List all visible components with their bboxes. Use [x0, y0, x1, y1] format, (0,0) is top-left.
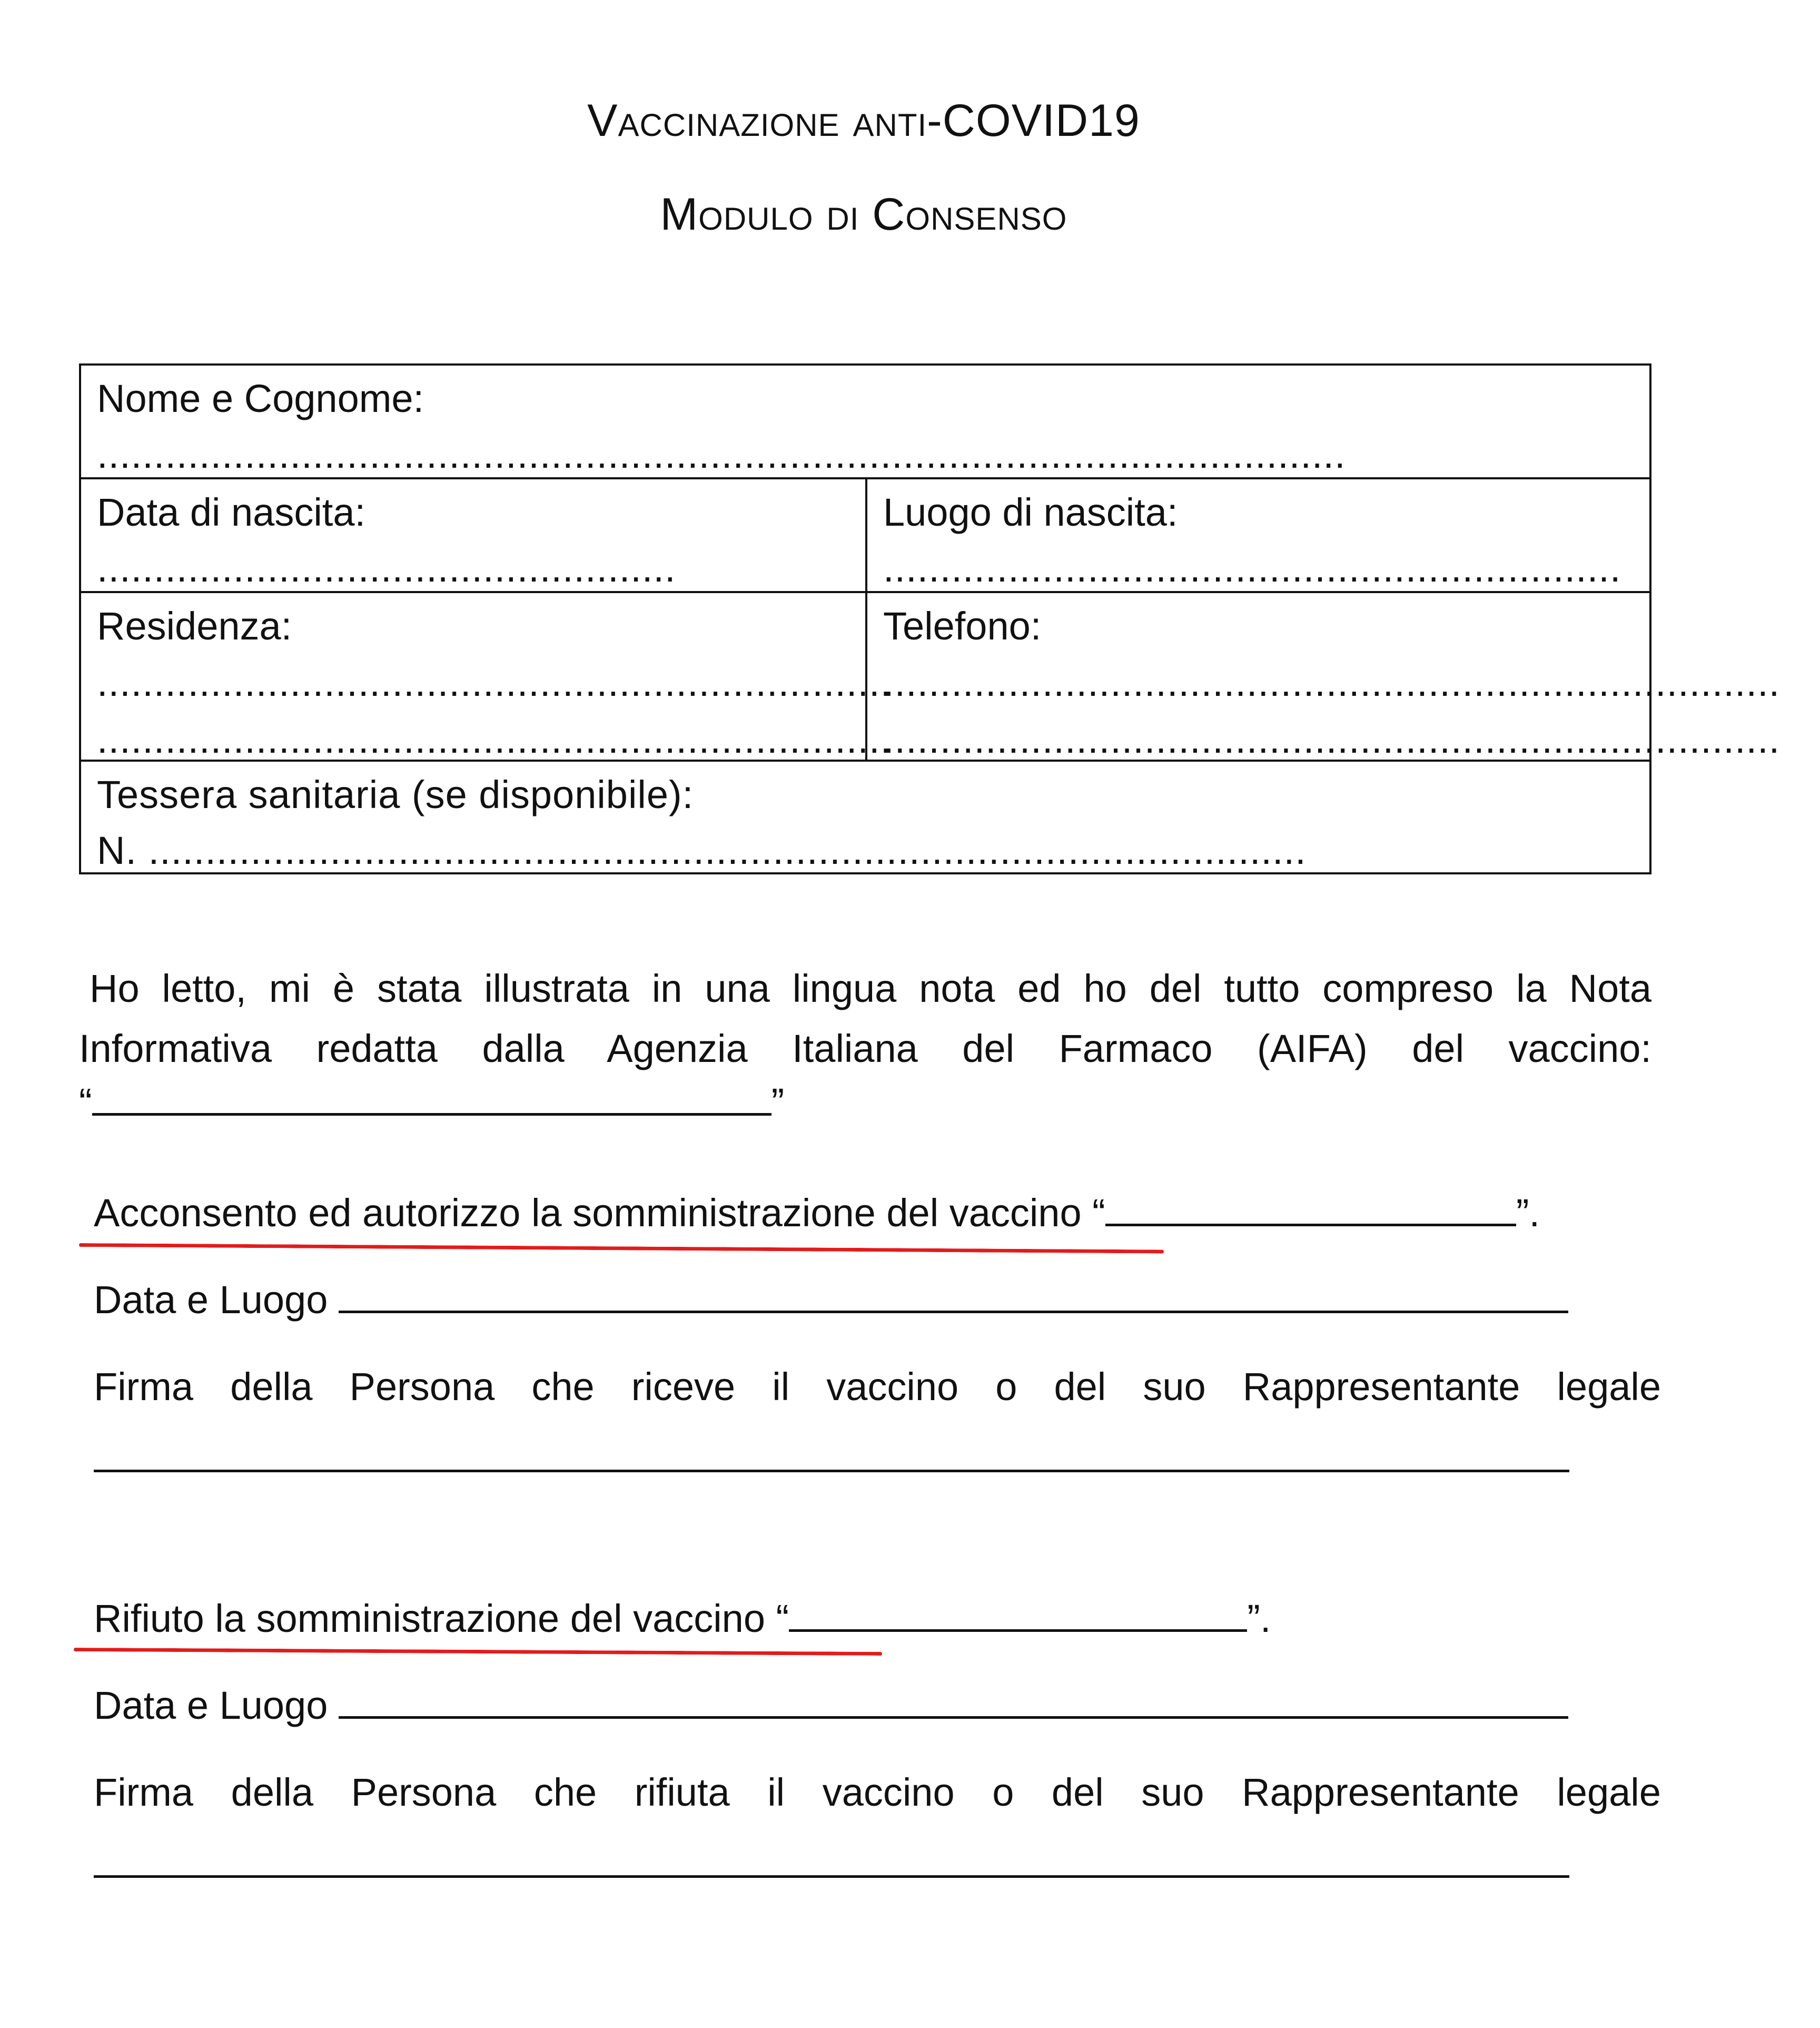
consent-text: Acconsento ed autorizzo la somministrazione del vaccino “: [94, 1191, 1105, 1235]
telefono-dots-line-1: ...............................................................................: [883, 661, 1781, 704]
luogo-nascita-label: Luogo di nascita:: [883, 490, 1178, 534]
data-nascita-label: Data di nascita:: [97, 490, 366, 534]
refusal-word: Firma: [94, 1770, 194, 1814]
refusal-vaccine-blank: [789, 1598, 1247, 1632]
title-suffix: COVID19: [942, 95, 1140, 146]
tessera-prefix: N.: [97, 829, 137, 872]
telefono-label: Telefono:: [883, 604, 1042, 648]
consent-vaccine-blank: [1105, 1192, 1516, 1226]
consent-word: Firma: [94, 1365, 194, 1409]
refusal-word: rifiuta: [634, 1770, 730, 1814]
refusal-signature-line[interactable]: [94, 1875, 1569, 1878]
consent-word: suo: [1143, 1365, 1206, 1409]
tessera-number-line: [97, 823, 1634, 879]
refusal-word: della: [231, 1770, 314, 1814]
refusal-statement[interactable]: [94, 1596, 1271, 1641]
document-subtitle: [0, 189, 1727, 241]
consent-signature-line[interactable]: [94, 1470, 1569, 1472]
refusal-word: del: [1051, 1770, 1104, 1814]
consent-word: Persona: [349, 1365, 495, 1409]
vaccine-name-line: [92, 1081, 771, 1116]
consent-signature-label: [94, 1364, 1661, 1409]
consent-word: riceve: [631, 1365, 736, 1409]
luogo-nascita-field[interactable]: [865, 479, 1649, 591]
residenza-label: Residenza:: [97, 604, 292, 648]
consent-word: del: [1054, 1365, 1106, 1409]
table-row: [81, 762, 1649, 872]
refusal-word: vaccino: [822, 1770, 955, 1814]
refusal-word: legale: [1557, 1770, 1661, 1814]
statement-line-2: Informativa redatta dalla Agenzia Italiana del Farmaco (AIFA) del vaccino:: [79, 1027, 1651, 1070]
refusal-word: Rappresentante: [1242, 1770, 1519, 1814]
information-statement: [79, 959, 1651, 1079]
table-row: [81, 479, 1649, 593]
refusal-word: il: [767, 1770, 785, 1814]
refusal-date-place[interactable]: [94, 1683, 1568, 1728]
refusal-signature-label: [94, 1770, 1661, 1815]
personal-data-table: [79, 363, 1781, 874]
nome-cognome-dots: ..............................................................................................................: [97, 432, 1346, 476]
consent-date-place-line: [339, 1279, 1568, 1313]
consent-word: della: [230, 1365, 313, 1409]
consent-date-place[interactable]: [94, 1277, 1568, 1322]
refusal-word: che: [533, 1770, 597, 1814]
residenza-dots-line-2: ......................................................................: [97, 717, 892, 761]
vaccine-name-blank-statement[interactable]: [79, 1080, 784, 1125]
refusal-red-underline: [74, 1648, 882, 1656]
consent-word: o: [995, 1365, 1017, 1409]
refusal-date-place-label: Data e Luogo: [94, 1684, 328, 1727]
residenza-field[interactable]: [81, 593, 892, 761]
refusal-date-place-line: [339, 1685, 1568, 1719]
tessera-label: Tessera sanitaria (se disponibile):: [97, 773, 694, 816]
close-quote: ”: [771, 1080, 785, 1124]
table-row: [81, 366, 1649, 479]
statement-line-1: Ho letto, mi è stata illustrata in una lingua nota ed ho del tutto compreso la Nota: [90, 967, 1651, 1010]
title-prefix: Vaccinazione anti-: [587, 95, 943, 146]
luogo-nascita-dots: .................................................................: [883, 546, 1621, 590]
consent-word: che: [531, 1365, 595, 1409]
consent-end: ”.: [1516, 1191, 1540, 1235]
consent-red-underline: [79, 1243, 1164, 1254]
refusal-text: Rifiuto la somministrazione del vaccino “: [94, 1597, 789, 1640]
telefono-dots-line-2: ...............................................................................: [883, 717, 1781, 761]
document-title: [0, 95, 1727, 147]
table-row: [81, 593, 1781, 762]
subtitle-text: Modulo di Consenso: [660, 189, 1067, 240]
residenza-dots-line-1: ......................................................................: [97, 661, 892, 704]
refusal-word: o: [992, 1770, 1014, 1814]
consent-word: vaccino: [826, 1365, 959, 1409]
tessera-dots: ......................................................................................................: [148, 829, 1307, 872]
telefono-field[interactable]: [865, 593, 1781, 761]
data-nascita-field[interactable]: [81, 479, 865, 591]
data-nascita-dots: ...................................................: [97, 546, 676, 590]
refusal-word: Persona: [351, 1770, 497, 1814]
nome-cognome-label: Nome e Cognome:: [97, 377, 424, 420]
nome-cognome-field[interactable]: [81, 366, 1649, 477]
consent-statement[interactable]: [94, 1190, 1540, 1235]
refusal-word: suo: [1141, 1770, 1204, 1814]
consent-date-place-label: Data e Luogo: [94, 1278, 328, 1322]
tessera-sanitaria-field[interactable]: [81, 762, 1649, 872]
consent-word: il: [772, 1365, 790, 1409]
refusal-end: ”.: [1247, 1597, 1271, 1640]
consent-word: Rappresentante: [1242, 1365, 1520, 1409]
open-quote: “: [79, 1080, 92, 1124]
consent-word: legale: [1557, 1365, 1661, 1409]
